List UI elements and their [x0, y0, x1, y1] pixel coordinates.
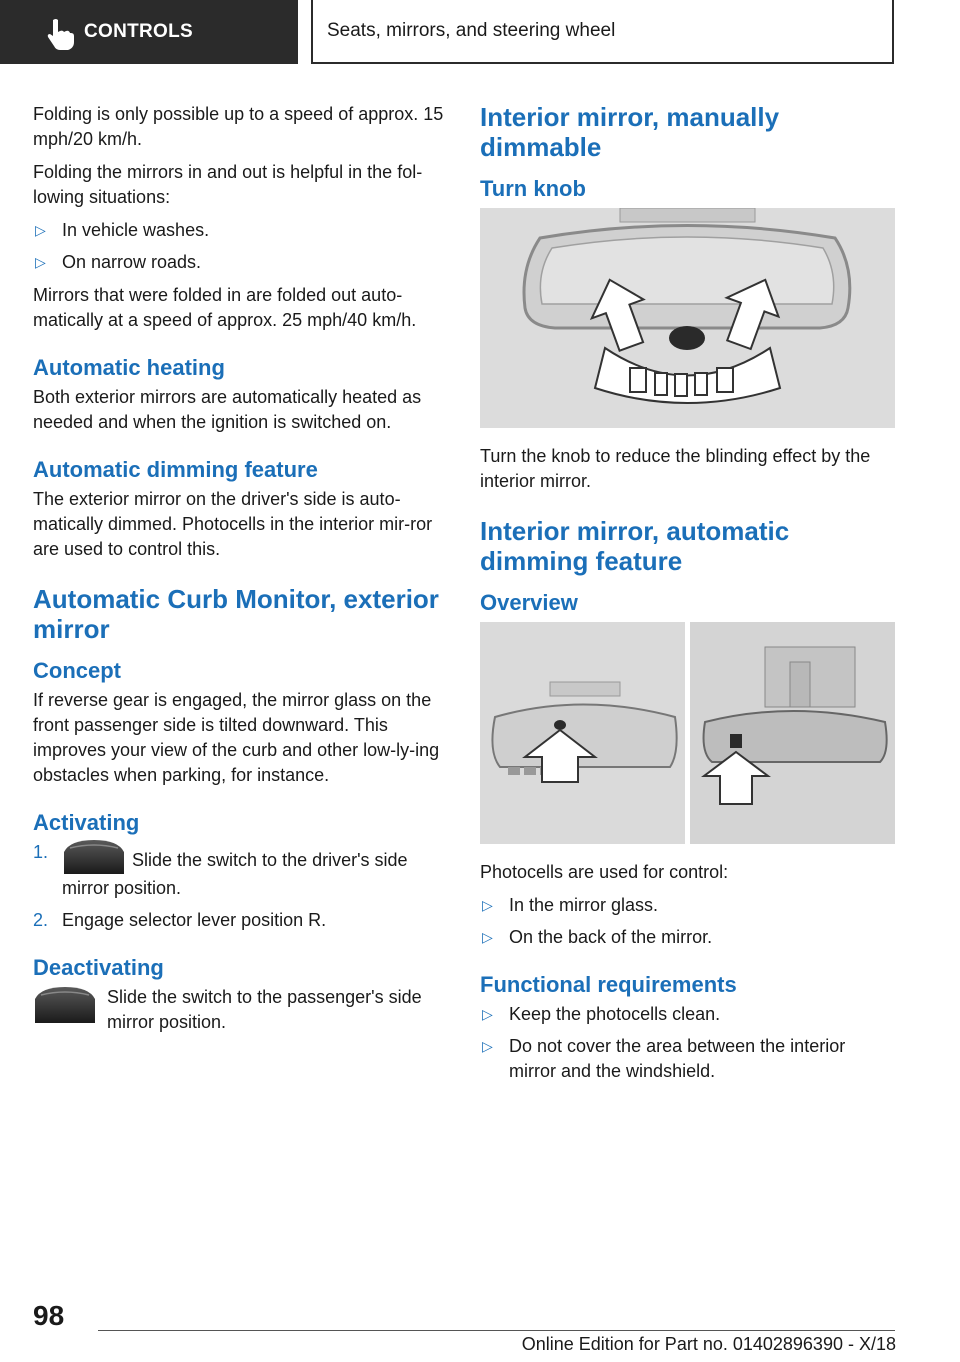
list-item: ▷ In vehicle washes. — [33, 218, 448, 243]
chapter-header — [311, 0, 894, 64]
heading-curb-monitor: Automatic Curb Monitor, exterior mirror — [33, 584, 439, 644]
paragraph: Mirrors that were folded in are folded out auto‐matically at a speed of approx. 25 mph/40 km/h. — [33, 285, 417, 330]
paragraph: Turn the knob to reduce the blinding effect by the interior mirror. — [480, 446, 871, 491]
triangle-bullet-icon: ▷ — [482, 897, 493, 913]
list-item: ▷ Keep the photocells clean. — [480, 1002, 896, 1027]
list-item: ▷ Do not cover the area between the interior mirror and the windshield. — [482, 1036, 846, 1081]
heading-functional-requirements: Functional requirements — [480, 972, 737, 997]
left-column — [33, 102, 448, 1043]
step-list — [33, 840, 448, 933]
section-tab — [0, 0, 298, 64]
photocell-mirror-illustration — [480, 622, 895, 844]
heading-interior-automatic: Interior mirror, automatic dimming feature — [480, 516, 790, 576]
paragraph: Slide the switch to the passenger's side mirror position. — [107, 987, 422, 1032]
touch-hand-icon — [38, 12, 78, 52]
paragraph: Folding is only possible up to a speed of approx. 15 mph/20 km/h. — [33, 104, 444, 149]
section-title: CONTROLS — [84, 21, 194, 42]
heading-concept: Concept — [33, 658, 121, 683]
paragraph: Folding the mirrors in and out is helpful in the fol‐lowing situations: — [33, 162, 423, 207]
heading-deactivating: Deactivating — [33, 955, 164, 980]
bullet-list — [480, 893, 896, 950]
right-column — [480, 102, 896, 1092]
deactivating-row — [33, 985, 448, 1043]
list-item: 1. Slide the switch to the driver's side mirror position. — [33, 842, 408, 898]
triangle-bullet-icon: ▷ — [482, 1006, 493, 1022]
heading-automatic-dimming: Automatic dimming feature — [33, 457, 318, 482]
turn-knob-mirror-illustration — [480, 208, 895, 428]
heading-activating: Activating — [33, 810, 140, 835]
triangle-bullet-icon: ▷ — [35, 254, 46, 270]
edition-note: Online Edition for Part no. 01402896390 - X/18 — [521, 1334, 896, 1354]
paragraph: Both exterior mirrors are automatically heated as needed and when the ignition is switched on. — [33, 387, 422, 432]
heading-automatic-heating: Automatic heating — [33, 355, 225, 380]
list-item: 2. Engage selector lever position R. — [33, 910, 327, 930]
list-item: ▷ In the mirror glass. — [480, 893, 896, 918]
paragraph: Photocells are used for control: — [480, 862, 729, 882]
bullet-list — [480, 1002, 896, 1084]
chapter-title: Seats, mirrors, and steering wheel — [327, 20, 616, 41]
triangle-bullet-icon: ▷ — [482, 1038, 493, 1054]
footer-divider — [98, 1330, 895, 1331]
triangle-bullet-icon: ▷ — [35, 222, 46, 238]
list-item: ▷ On the back of the mirror. — [480, 925, 896, 950]
heading-overview: Overview — [480, 590, 578, 615]
paragraph: If reverse gear is engaged, the mirror glass on the front passenger side is tilted downward. This improves your view of the curb and other low-ly‐ing obstacles when parking, for instance. — [33, 690, 440, 785]
triangle-bullet-icon: ▷ — [482, 929, 493, 945]
page-number: 98 — [33, 1300, 65, 1331]
heading-turn-knob: Turn knob — [480, 176, 586, 201]
bullet-list — [33, 218, 448, 275]
heading-interior-manual: Interior mirror, manually dimmable — [480, 102, 780, 162]
mirror-switch-icon — [62, 840, 126, 876]
paragraph: The exterior mirror on the driver's side is auto‐matically dimmed. Photocells in the interior mir‐ror are used to control this. — [33, 489, 433, 559]
mirror-switch-icon — [33, 985, 97, 1025]
list-item: ▷ On narrow roads. — [33, 250, 448, 275]
